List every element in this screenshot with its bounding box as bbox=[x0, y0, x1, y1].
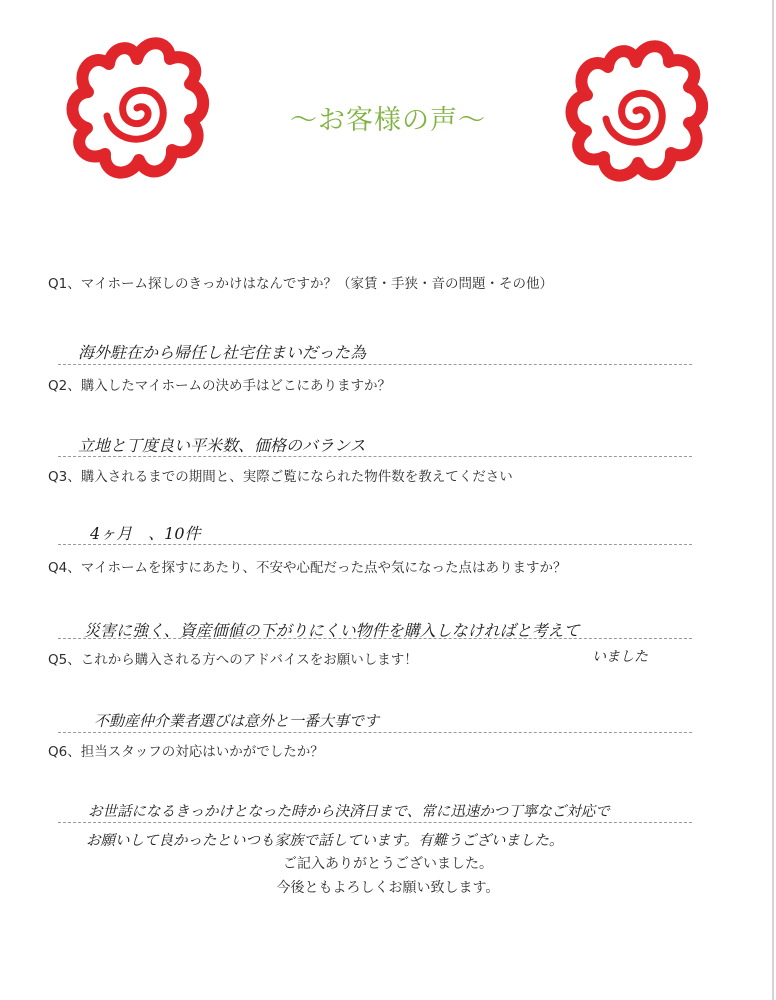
question-4-label: Q4、マイホームを探すにあたり、不安や心配だった点や気になった点はありますか？ bbox=[48, 560, 567, 576]
question-2-label: Q2、購入したマイホームの決め手はどこにありますか？ bbox=[48, 378, 391, 394]
question-1-label: Q1、マイホーム探しのきっかけはなんですか？（家賃・手狭・音の問題・その他） bbox=[48, 276, 553, 292]
page-edge bbox=[772, 0, 774, 1000]
question-6-answer-line-1: お世話になるきっかけとなった時から決済日まで、常に迅速かつ丁寧なご対応で bbox=[88, 804, 610, 820]
answer-3-rule bbox=[58, 544, 692, 545]
closing-regards: 今後ともよろしくお願い致します。 bbox=[276, 880, 500, 896]
question-4-answer-line-2: いました bbox=[592, 649, 648, 665]
answer-4-rule bbox=[58, 638, 692, 639]
question-6-label: Q6、担当スタッフの対応はいかがでしたか？ bbox=[48, 744, 324, 760]
question-5-answer: 不動産仲介業者選びは意外と一番大事です bbox=[94, 712, 380, 730]
answer-5-rule bbox=[58, 732, 692, 733]
question-6-answer-line-2: お願いして良かったといつも家族で話しています。有難うございました。 bbox=[86, 833, 564, 849]
answer-1-rule bbox=[58, 364, 692, 365]
answer-2-rule bbox=[58, 456, 692, 457]
question-1-answer: 海外駐在から帰任し社宅住まいだった為 bbox=[78, 343, 367, 362]
page-title: 〜お客様の声〜 bbox=[290, 105, 486, 136]
question-3-label: Q3、購入されるまでの期間と、実際ご覧になられた物件数を教えてください bbox=[48, 469, 513, 485]
question-3-answer: 4ヶ月 、10件 bbox=[90, 524, 201, 543]
question-5-label: Q5、これから購入される方へのアドバイスをお願いします！ bbox=[48, 652, 418, 668]
closing-thanks: ご記入ありがとうございました。 bbox=[283, 856, 493, 872]
question-4-answer-line-1: 災害に強く、資産価値の下がりにくい物件を購入しなければと考えて bbox=[84, 621, 580, 640]
answer-6-rule bbox=[58, 822, 692, 823]
question-2-answer: 立地と丁度良い平米数、価格のバランス bbox=[78, 436, 366, 455]
